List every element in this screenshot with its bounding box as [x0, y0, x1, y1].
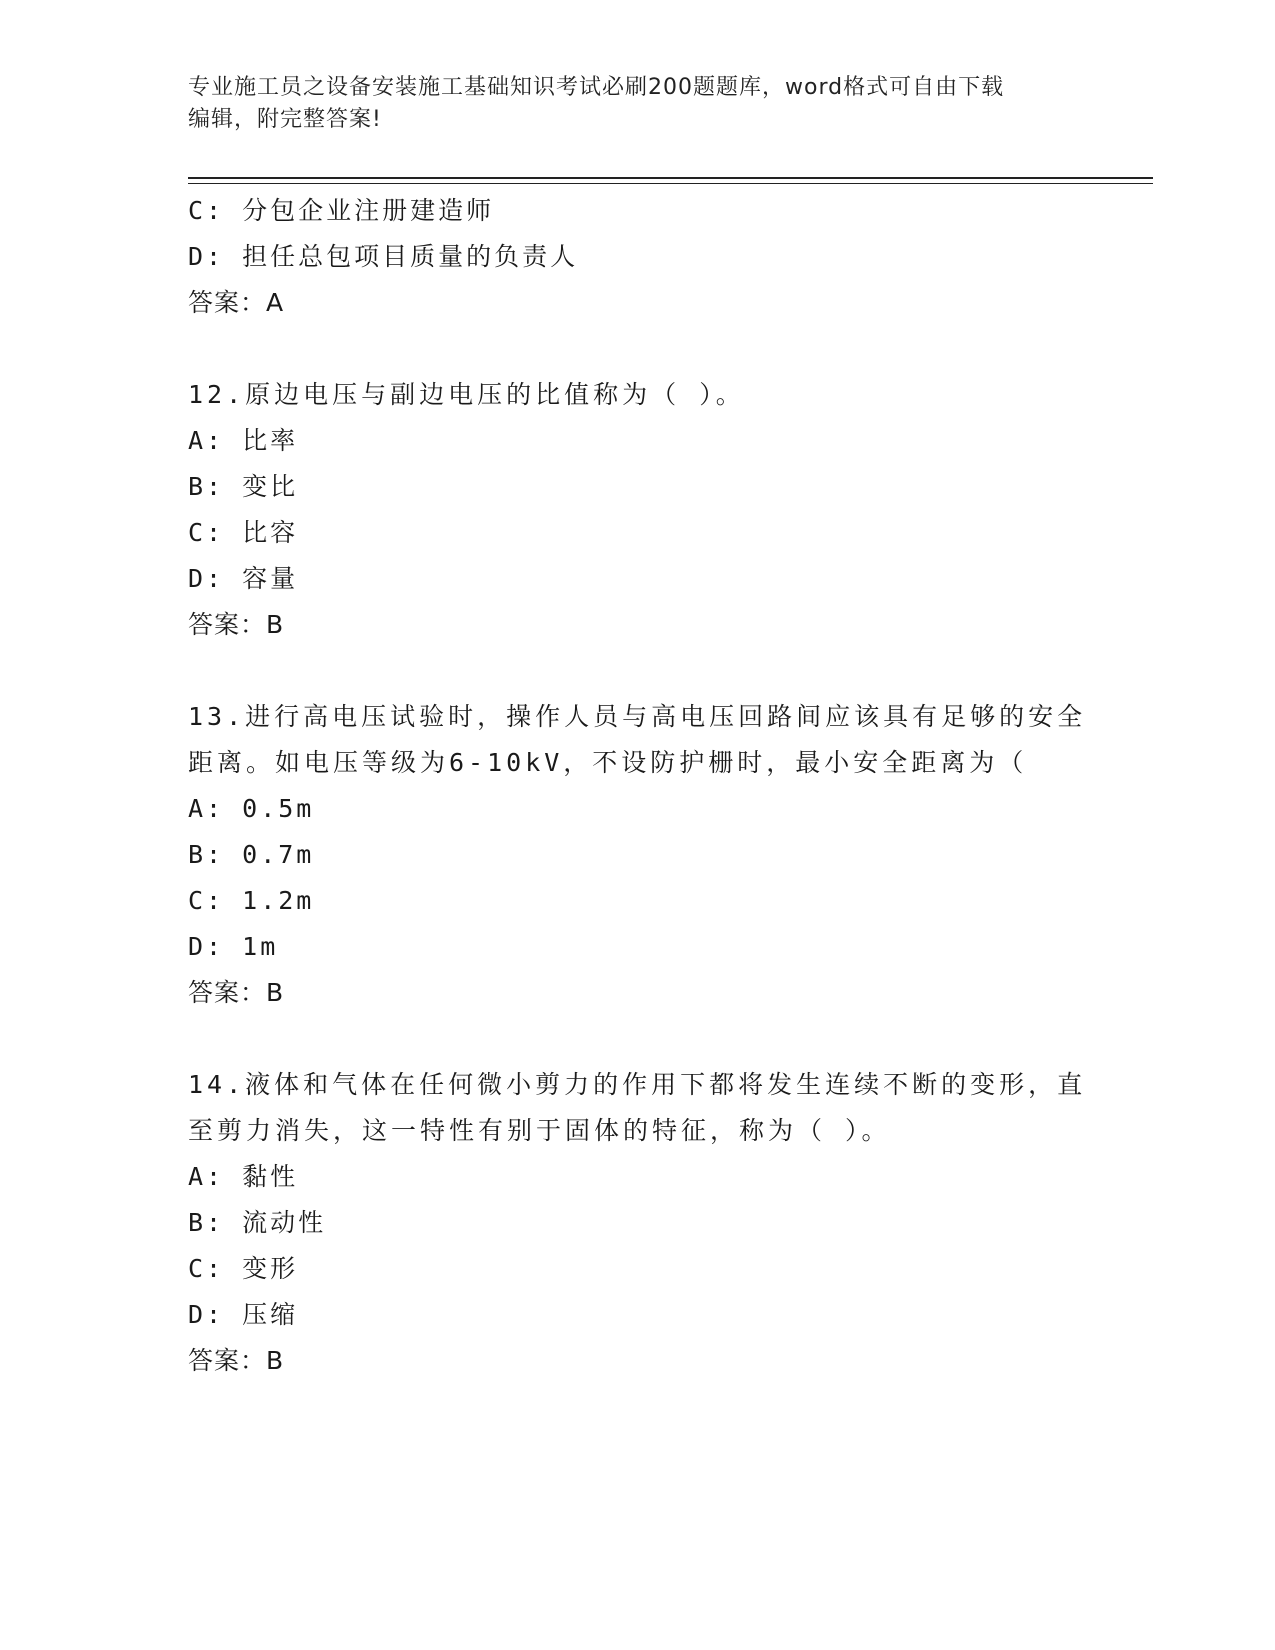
option-c: C: 比容 [188, 518, 299, 547]
answer-line: 答案：B [188, 1346, 285, 1375]
option-d: D: 担任总包项目质量的负责人 [188, 242, 579, 271]
option-b: B: 变比 [188, 472, 299, 501]
option-a: A: 0.5m [188, 794, 315, 823]
option-c: C: 变形 [188, 1254, 299, 1283]
option-b: B: 0.7m [188, 840, 315, 869]
header-title-line-2: 编辑，附完整答案! [188, 107, 382, 132]
option-a: A: 比率 [188, 426, 299, 455]
spacer [188, 648, 1088, 694]
question-text: 12.原边电压与副边电压的比值称为（ ）。 [188, 380, 745, 409]
option-d: D: 1m [188, 932, 279, 961]
question-text-continued: 距离。如电压等级为6-10kV，不设防护栅时，最小安全距离为（ [188, 748, 1028, 777]
header-title-line-1: 专业施工员之设备安装施工基础知识考试必刷200题题库，word格式可自由下载 [188, 75, 1005, 100]
answer-line: 答案：B [188, 978, 285, 1007]
option-c: C: 1.2m [188, 886, 315, 915]
option-c: C: 分包企业注册建造师 [188, 196, 495, 225]
question-text-continued: 至剪力消失，这一特性有别于固体的特征，称为（ ）。 [188, 1116, 891, 1145]
question-text: 13.进行高电压试验时，操作人员与高电压回路间应该具有足够的安全 [188, 702, 1087, 731]
spacer [188, 1016, 1088, 1062]
question-14 [188, 1062, 1088, 1384]
spacer [188, 326, 1088, 372]
document-header [188, 72, 1088, 136]
question-list [188, 188, 1088, 1384]
question-text: 14.液体和气体在任何微小剪力的作用下都将发生连续不断的变形，直 [188, 1070, 1087, 1099]
question-12 [188, 372, 1088, 648]
option-d: D: 容量 [188, 564, 299, 593]
previous-question [188, 188, 1088, 326]
option-b: B: 流动性 [188, 1208, 327, 1237]
header-rule-bottom [188, 183, 1153, 184]
option-a: A: 黏性 [188, 1162, 299, 1191]
option-d: D: 压缩 [188, 1300, 299, 1329]
question-13 [188, 694, 1088, 1016]
answer-line: 答案：B [188, 610, 285, 639]
answer-line: 答案：A [188, 288, 285, 317]
header-rule-top [188, 177, 1153, 179]
